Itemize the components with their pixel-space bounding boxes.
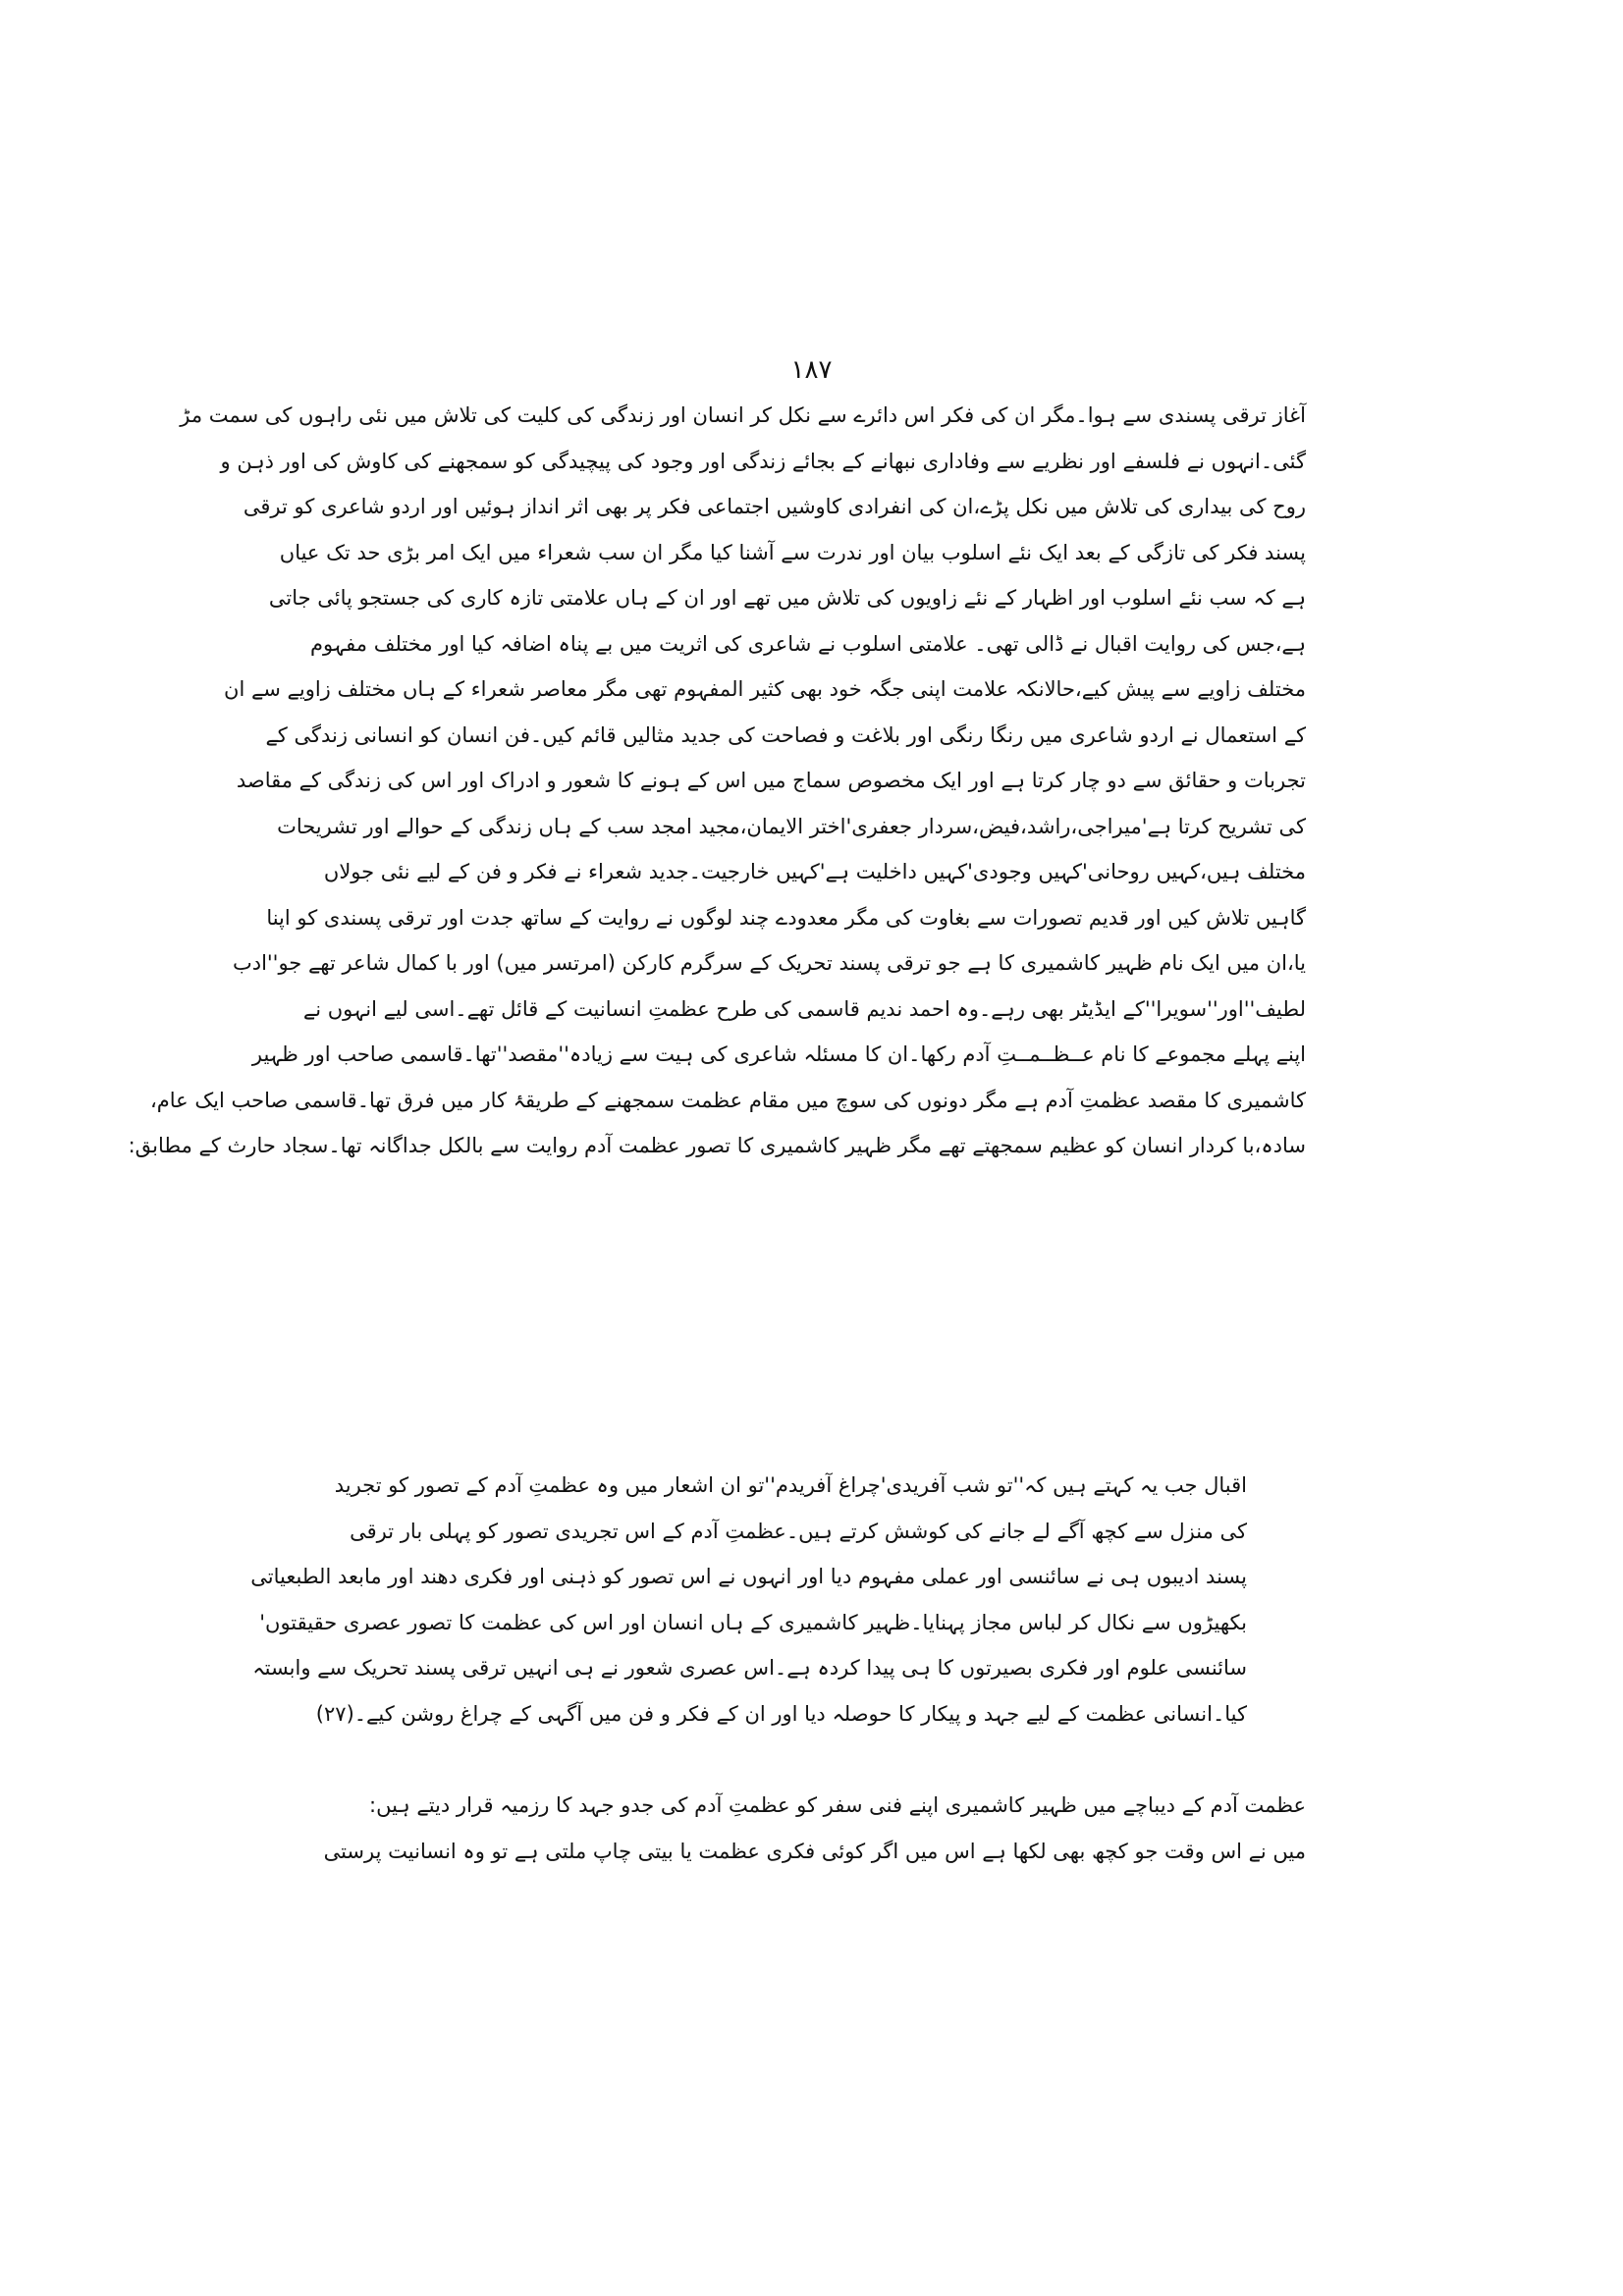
paragraph-line: مختلف ہیں،کہیں روحانی'کہیں وجودی'کہیں داخلیت ہے'کہیں خارجیت۔جدید شعراء نے فکر و فن کے لیے نئی جولاں — [323, 860, 1306, 883]
intro-line: عظمت آدم کے دیباچے میں ظہیر کاشمیری اپنے فنی سفر کو عظمتِ آدم کی جدو جہد کا رزمیہ قرار دیتے ہیں: — [369, 1793, 1306, 1817]
paragraph-line: یا،ان میں ایک نام ظہیر کاشمیری کا ہے جو ترقی پسند تحریک کے سرگرم کارکن (امرتسر میں) اور با کمال شاعر تھے جو''ادب — [232, 951, 1306, 975]
quote-line: کی منزل سے کچھ آگے لے جانے کی کوشش کرتے ہیں۔عظمتِ آدم کے اس تجریدی تصور کو پہلی بار ترقی — [350, 1519, 1247, 1543]
paragraph-line: روح کی بیداری کی تلاش میں نکل پڑے،ان کی انفرادی کاوشیں اجتماعی فکر پر بھی اثر انداز ہوئیں اور اردو شاعری کو ترقی — [243, 495, 1306, 518]
quote-line: پسند ادیبوں ہی نے سائنسی اور عملی مفہوم دیا اور انہوں نے اس تصور کو ذہنی اور فکری دھند اور مابعد الطبعیاتی — [250, 1565, 1247, 1588]
paragraph-line: پسند فکر کی تازگی کے بعد ایک نئے اسلوب بیان اور ندرت سے آشنا کیا مگر ان سب شعراء میں ایک امر بڑی حد تک عیاں — [279, 540, 1306, 564]
quote-line: کیا۔انسانی عظمت کے لیے جہد و پیکار کا حوصلہ دیا اور ان کے فکر و فن میں آگہی کے چراغ روشن کیے۔(۲۷) — [315, 1701, 1247, 1726]
paragraph-line: ہے،جس کی روایت اقبال نے ڈالی تھی۔ علامتی اسلوب نے شاعری کی اثریت میں بے پناہ اضافہ کیا اور مختلف مفہوم — [310, 631, 1306, 656]
paragraph-line: آغاز ترقی پسندی سے ہوا۔مگر ان کی فکر اس دائرے سے نکل کر انسان اور زندگی کی کلیت کی تلاش میں نئی راہوں کی سمت مڑ — [180, 403, 1306, 427]
paragraph-line: میں نے اس وقت جو کچھ بھی لکھا ہے اس میں اگر کوئی فکری عظمت یا بیتی چاپ ملتی ہے تو وہ انسانیت پرستی — [323, 1839, 1306, 1863]
paragraph-line: کاشمیری کا مقصد عظمتِ آدم ہے مگر دونوں کی سوچ میں مقام عظمت سمجھنے کے طریقۂ کار میں فرق تھا۔قاسمی صاحب ایک عام، — [149, 1088, 1306, 1112]
paragraph-line: کی تشریح کرتا ہے'میراجی،راشد،فیض،سردار جعفری'اختر الایمان،مجید امجد سب کے ہاں زندگی کے حوالے اور تشریحات — [277, 814, 1306, 838]
paragraph-line: لطیف''اور''سویرا''کے ایڈیٹر بھی رہے۔وہ احمد ندیم قاسمی کی طرح عظمتِ انسانیت کے قائل تھے۔اسی لیے انہوں نے — [302, 996, 1306, 1021]
paragraph-line: سادہ،با کردار انسان کو عظیم سمجھتے تھے مگر ظہیر کاشمیری کا تصور عظمت آدم روایت سے بالکل جداگانہ تھا۔سجاد حارث کے مطابق: — [128, 1134, 1306, 1157]
paragraph-line: ہے کہ سب نئے اسلوب اور اظہار کے نئے زاویوں کی تلاش میں تھے اور ان کے ہاں علامتی تازہ کاری کی جستجو پائی جاتی — [268, 586, 1306, 610]
paragraph-line: مختلف زاویے سے پیش کیے،حالانکہ علامت اپنی جگہ خود بھی کثیر المفہوم تھی مگر معاصر شعراء کے ہاں مختلف زاویے سے ان — [224, 677, 1306, 701]
block-quote — [250, 1463, 1247, 1736]
quote-line: سائنسی علوم اور فکری بصیرتوں کا ہی پیدا کردہ ہے۔اس عصری شعور نے ہی انہیں ترقی پسند تحریک سے وابستہ — [252, 1656, 1247, 1680]
paragraph-line: گاہیں تلاش کیں اور قدیم تصورات سے بغاوت کی مگر معدودے چند لوگوں نے روایت کے ساتھ جدت اور ترقی پسندی کو اپنا — [266, 905, 1306, 930]
closing-paragraph — [324, 1783, 1306, 1874]
paragraph-line: تجربات و حقائق سے دو چار کرتا ہے اور ایک مخصوص سماج میں اس کے ہونے کا شعور و ادراک اور اس کی زندگی کے مقاصد — [236, 769, 1306, 792]
main-paragraph — [128, 393, 1306, 1169]
paragraph-line: گئی۔انہوں نے فلسفے اور نظریے سے وفاداری نبھانے کے بجائے زندگی اور وجود کی پیچیدگی کو سمجھنے کی کاوش کی اور ذہن و — [220, 449, 1306, 473]
paragraph-line: کے استعمال نے اردو شاعری میں رنگا رنگی اور بلاغت و فصاحت کی جدید مثالیں قائم کیں۔فن انسان کو انسانی زندگی کے — [265, 722, 1306, 747]
page-number: ۱۸۷ — [790, 355, 833, 385]
quote-line: بکھیڑوں سے نکال کر لباس مجاز پہنایا۔ظہیر کاشمیری کے ہاں انسان اور اس کی عظمت کا تصور عصری حقیقتوں' — [259, 1610, 1247, 1634]
quote-line: اقبال جب یہ کہتے ہیں کہ''تو شب آفریدی'چراغ آفریدم''تو ان اشعار میں وہ عظمتِ آدم کے تصور کو تجرید — [334, 1473, 1247, 1497]
paragraph-line: اپنے پہلے مجموعے کا نام عــظــمــتِ آدم رکھا۔ان کا مسئلہ شاعری کی ہیت سے زیادہ''مقصد''تھا۔قاسمی صاحب اور ظہیر — [251, 1042, 1306, 1066]
